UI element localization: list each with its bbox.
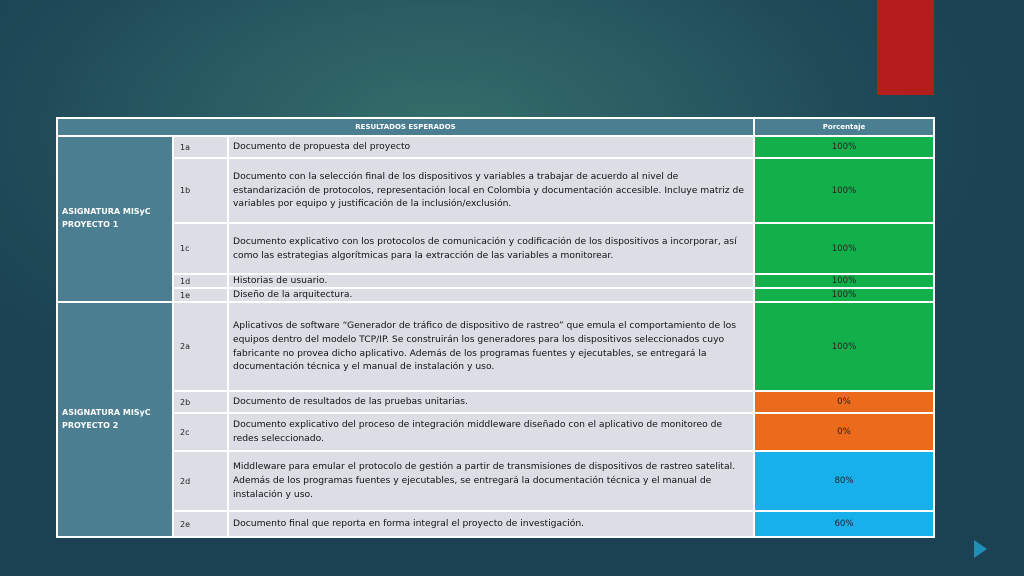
row-percent: 100%: [754, 136, 934, 158]
row-code: 2d: [173, 451, 228, 511]
table-row: [57, 274, 934, 288]
row-percent: 100%: [754, 274, 934, 288]
table-row: [57, 223, 934, 274]
row-percent: 100%: [754, 302, 934, 391]
row-code: 2e: [173, 511, 228, 537]
group-label-proyecto-1: ASIGNATURA MISyC PROYECTO 1: [57, 136, 173, 302]
row-percent: 0%: [754, 391, 934, 413]
group-label-proyecto-2: ASIGNATURA MISyC PROYECTO 2: [57, 302, 173, 537]
table-row: [57, 451, 934, 511]
row-description: Documento de propuesta del proyecto: [228, 136, 754, 158]
row-code: 1e: [173, 288, 228, 302]
table-row: [57, 136, 934, 158]
row-code: 1a: [173, 136, 228, 158]
table-row: [57, 288, 934, 302]
row-percent: 80%: [754, 451, 934, 511]
row-percent: 0%: [754, 413, 934, 451]
row-percent: 100%: [754, 158, 934, 223]
row-percent: 100%: [754, 223, 934, 274]
table-row: [57, 391, 934, 413]
table-header-row: [57, 118, 934, 136]
row-description: Middleware para emular el protocolo de gestión a partir de transmisiones de dispositivos de rastreo satelital. Además de los programas fuentes y ejecutables, se entregará la documentación técnica y el manual de instalación y uso.: [228, 451, 754, 511]
row-code: 1c: [173, 223, 228, 274]
table-row: [57, 511, 934, 537]
row-description: Diseño de la arquitectura.: [228, 288, 754, 302]
table-row: [57, 302, 934, 391]
row-description: Documento con la selección final de los dispositivos y variables a trabajar de acuerdo al nivel de estandarización de protocolos, representación local en Colombia y documentación accesible. Incluye matriz de variables por equipo y justificación de la inclusión/exclusión.: [228, 158, 754, 223]
row-code: 1b: [173, 158, 228, 223]
row-code: 1d: [173, 274, 228, 288]
table-row: [57, 413, 934, 451]
row-percent: 100%: [754, 288, 934, 302]
red-accent-block: [877, 0, 934, 95]
row-code: 2c: [173, 413, 228, 451]
row-description: Documento explicativo con los protocolos de comunicación y codificación de los dispositivos a incorporar, así como las estrategias algorítmicas para la extracción de las variables a monitorear.: [228, 223, 754, 274]
results-table: [56, 117, 935, 538]
row-description: Documento de resultados de las pruebas unitarias.: [228, 391, 754, 413]
row-description: Historias de usuario.: [228, 274, 754, 288]
row-code: 2b: [173, 391, 228, 413]
row-description: Documento explicativo del proceso de integración middleware diseñado con el aplicativo de monitoreo de redes seleccionado.: [228, 413, 754, 451]
results-header: RESULTADOS ESPERADOS: [57, 118, 754, 136]
row-percent: 60%: [754, 511, 934, 537]
next-arrow-icon: [974, 540, 987, 558]
row-description: Documento final que reporta en forma integral el proyecto de investigación.: [228, 511, 754, 537]
row-description: Aplicativos de software “Generador de tráfico de dispositivo de rastreo” que emula el comportamiento de los equipos dentro del modelo TCP/IP. Se construirán los generadores para los dispositivos seleccionados cuyo fabricante no provea dicho aplicativo. Además de los programas fuentes y ejecutables, se entregará la documentación técnica y el manual de instalación y uso.: [228, 302, 754, 391]
percent-header: Porcentaje: [754, 118, 934, 136]
row-code: 2a: [173, 302, 228, 391]
table-row: [57, 158, 934, 223]
